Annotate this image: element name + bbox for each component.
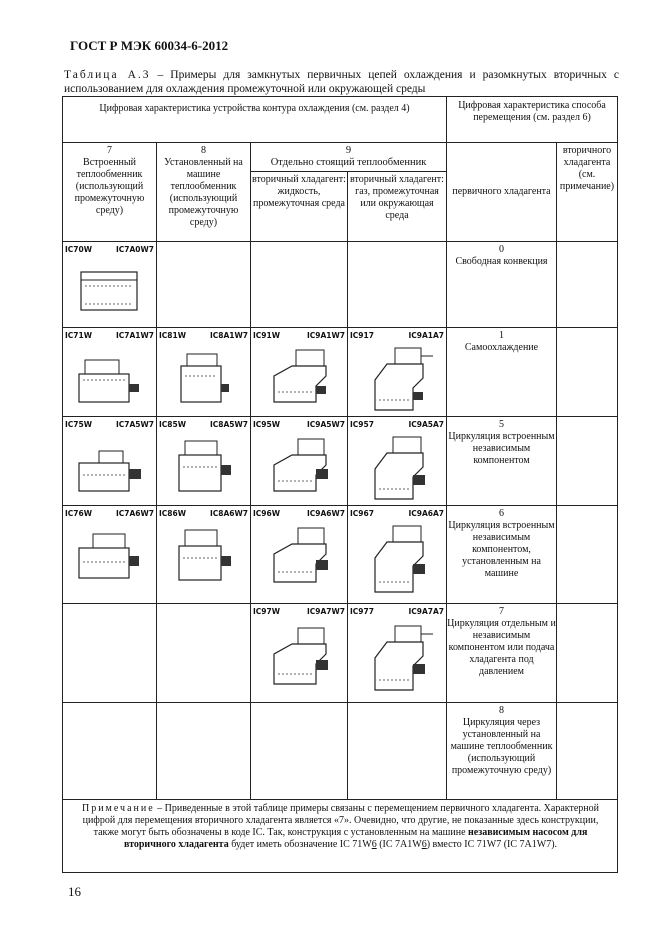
cell-row2-col8 xyxy=(157,417,251,506)
cell-empty xyxy=(157,242,251,328)
column-8-header xyxy=(157,143,251,242)
code-ic-full: IC9A7A7 xyxy=(408,607,444,616)
cell-row3-col8 xyxy=(157,506,251,604)
code-ic-full: IC9A6W7 xyxy=(306,509,345,518)
cell-empty xyxy=(251,242,348,328)
code-ic-full: IC8A6W7 xyxy=(209,509,248,518)
code-ic-short: IC97W xyxy=(253,607,281,616)
header-movement-method: Цифровая характеристика способа перемещения (см. раздел 6) xyxy=(447,97,618,143)
code-ic-short: IC76W xyxy=(65,509,93,518)
note-text: – Приведенные в этой таблице примеры связаны с перемещением первичного хладагента. Характерной цифрой для перемещения вторичного хладагента является «7». Очевидно, что другие, не показанные здесь конструкции, также могут быть обозначены в коде IC. Так, конструкция с установленным на машине xyxy=(82,803,600,838)
header-cooling-circuit: Цифровая характеристика устройства контура охлаждения (см. раздел 4) xyxy=(63,97,447,143)
machine-diagram xyxy=(357,346,437,416)
code-ic-short: IC86W xyxy=(159,509,187,518)
cell-row1-col9a xyxy=(251,328,348,417)
cell-empty xyxy=(348,703,447,800)
column-7-text: Встроенный теплообменник (использующий промежуточную среду) xyxy=(74,157,145,216)
movement-text: Свободная конвекция xyxy=(455,256,548,267)
machine-diagram xyxy=(262,524,336,586)
movement-number: 6 xyxy=(499,508,504,519)
page-number: 16 xyxy=(68,884,81,899)
machine-diagram xyxy=(169,346,239,406)
code-ic-full: IC7A5W7 xyxy=(115,420,154,429)
machine-diagram xyxy=(75,260,145,315)
note-text: (IC 7A1W xyxy=(376,839,422,850)
cell-empty xyxy=(157,604,251,703)
movement-number: 7 xyxy=(499,606,504,617)
machine-diagram xyxy=(169,524,239,584)
table-row xyxy=(63,328,618,417)
movement-row3 xyxy=(447,506,557,604)
code-ic-short: IC95W xyxy=(253,420,281,429)
note-text: будет иметь обозначение IC 71W xyxy=(228,839,372,850)
table-note xyxy=(63,800,618,873)
cell-empty xyxy=(63,604,157,703)
secondary-coolant-header: вторичного хладагента (см. примечание) xyxy=(557,143,618,242)
column-7-number: 7 xyxy=(107,145,112,156)
cell-row4-col9b xyxy=(348,604,447,703)
code-ic-full: IC7A0W7 xyxy=(115,245,154,254)
machine-diagram xyxy=(262,435,336,495)
cell-row1-col9b xyxy=(348,328,447,417)
movement-text: Циркуляция встроенным независимым компонентом, установленным на машине xyxy=(448,520,555,579)
machine-diagram xyxy=(169,435,239,495)
cell-empty xyxy=(557,417,618,506)
code-ic-full: IC8A1W7 xyxy=(209,331,248,340)
code-ic-full: IC7A6W7 xyxy=(115,509,154,518)
note-text: ) вместо IC 71W7 (IC 7A1W7). xyxy=(426,839,558,850)
note-bold: независимым насосом для вторичного хладагента xyxy=(123,827,588,850)
column-8-text: Установленный на машине теплообменник (использующий промежуточную среду) xyxy=(164,157,243,228)
code-ic-short: IC75W xyxy=(65,420,93,429)
column-9-text: Отдельно стоящий теплообменник xyxy=(270,157,427,168)
machine-diagram xyxy=(75,346,145,406)
cell-row3-col9a xyxy=(251,506,348,604)
code-ic-short: IC967 xyxy=(350,509,374,518)
code-ic-full: IC9A6A7 xyxy=(408,509,444,518)
note-label: Примечание xyxy=(81,803,155,814)
caption-text: – Примеры для замкнутых первичных цепей охлаждения и разомкнутых вторичных с использованием для охлаждения промежуточной или окружающей среды xyxy=(64,69,619,95)
cell-row0-col7 xyxy=(63,242,157,328)
cell-empty xyxy=(557,328,618,417)
code-ic-short: IC85W xyxy=(159,420,187,429)
table-caption xyxy=(64,68,619,96)
machine-diagram xyxy=(262,622,336,688)
cell-empty xyxy=(63,703,157,800)
document-header: ГОСТ Р МЭК 60034-6-2012 xyxy=(70,38,229,53)
code-ic-short: IC917 xyxy=(350,331,374,340)
movement-number: 8 xyxy=(499,705,504,716)
movement-row0 xyxy=(447,242,557,328)
cooling-table xyxy=(62,96,618,873)
cell-empty xyxy=(557,604,618,703)
cell-empty xyxy=(348,242,447,328)
cell-row3-col9b xyxy=(348,506,447,604)
code-ic-full: IC9A5A7 xyxy=(408,420,444,429)
column-9a-header: вторичный хладагент: жидкость, промежуточная среда xyxy=(251,172,348,242)
movement-text: Циркуляция через установленный на машине теплообменник (использующий промежуточную среду) xyxy=(450,717,553,776)
code-ic-full: IC9A5W7 xyxy=(306,420,345,429)
movement-text: Самоохлаждение xyxy=(464,342,539,353)
cell-row1-col7 xyxy=(63,328,157,417)
cell-row3-col7 xyxy=(63,506,157,604)
cell-empty xyxy=(557,703,618,800)
machine-diagram xyxy=(75,435,145,495)
table-row xyxy=(63,703,618,800)
code-ic-short: IC81W xyxy=(159,331,187,340)
code-ic-full: IC9A7W7 xyxy=(306,607,345,616)
cell-empty xyxy=(251,703,348,800)
movement-number: 1 xyxy=(499,330,504,341)
movement-number: 0 xyxy=(499,244,504,255)
primary-coolant-header: первичного хладагента xyxy=(447,143,557,242)
column-9-header xyxy=(251,143,447,172)
code-ic-full: IC9A1A7 xyxy=(408,331,444,340)
cell-row2-col7 xyxy=(63,417,157,506)
cell-row2-col9b xyxy=(348,417,447,506)
movement-row5 xyxy=(447,703,557,800)
movement-text: Циркуляция встроенным независимым компонентом xyxy=(448,431,555,466)
table-row xyxy=(63,506,618,604)
movement-row1 xyxy=(447,328,557,417)
code-ic-short: IC957 xyxy=(350,420,374,429)
code-ic-short: IC977 xyxy=(350,607,374,616)
column-9-number: 9 xyxy=(345,145,352,156)
code-ic-short: IC71W xyxy=(65,331,93,340)
code-ic-full: IC8A5W7 xyxy=(209,420,248,429)
code-ic-full: IC9A1W7 xyxy=(306,331,345,340)
column-9b-header: вторичный хладагент: газ, промежуточная или окружающая среда xyxy=(348,172,447,242)
machine-diagram xyxy=(262,346,336,406)
cell-row1-col8 xyxy=(157,328,251,417)
cell-row4-col9a xyxy=(251,604,348,703)
caption-label: Таблица А.3 xyxy=(64,69,151,81)
note-underline: 6 xyxy=(371,839,377,850)
cell-empty xyxy=(157,703,251,800)
column-8-number: 8 xyxy=(201,145,206,156)
machine-diagram xyxy=(357,622,437,696)
code-ic-short: IC96W xyxy=(253,509,281,518)
table-row xyxy=(63,604,618,703)
cell-empty xyxy=(557,506,618,604)
machine-diagram xyxy=(357,435,437,505)
table-row xyxy=(63,417,618,506)
code-ic-full: IC7A1W7 xyxy=(115,331,154,340)
movement-number: 5 xyxy=(499,419,504,430)
cell-row2-col9a xyxy=(251,417,348,506)
machine-diagram xyxy=(357,524,437,598)
cell-empty xyxy=(557,242,618,328)
column-7-header xyxy=(63,143,157,242)
note-underline: 6 xyxy=(421,839,427,850)
code-ic-short: IC70W xyxy=(65,245,93,254)
movement-row2 xyxy=(447,417,557,506)
code-ic-short: IC91W xyxy=(253,331,281,340)
movement-row4 xyxy=(447,604,557,703)
movement-text: Циркуляция отдельным и независимым компонентом или подача хладагента под давлением xyxy=(447,618,556,677)
table-row xyxy=(63,242,618,328)
machine-diagram xyxy=(75,524,145,584)
